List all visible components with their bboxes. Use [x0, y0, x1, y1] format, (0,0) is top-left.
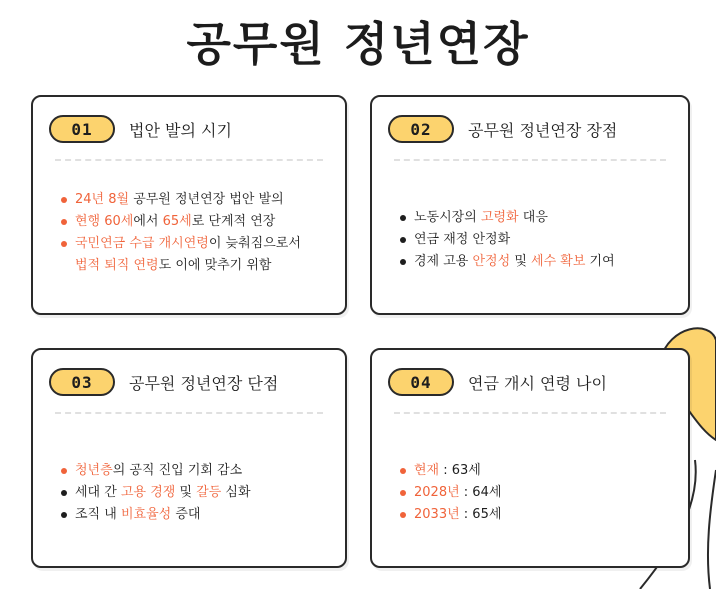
item-text: 의 공직 진입 기회 감소	[112, 463, 243, 478]
list-item	[59, 233, 335, 255]
highlight-text: 현재	[414, 463, 440, 478]
highlight-text: 청년층	[75, 463, 113, 478]
divider	[394, 412, 666, 414]
card-header	[49, 367, 333, 397]
list-item	[59, 482, 335, 504]
highlight-text: 국민연금 수급 개시연령	[75, 236, 209, 251]
item-text: 경제 고용	[414, 254, 473, 269]
highlight-text: 안정성	[472, 254, 511, 269]
item-text: 증대	[171, 507, 201, 522]
highlight-text: 65세	[162, 214, 192, 229]
item-text: : 65세	[459, 507, 502, 522]
divider	[55, 159, 323, 161]
highlight-text: 2033년	[414, 507, 460, 522]
item-text: 기여	[585, 254, 615, 269]
highlight-text: 현행 60세	[75, 214, 134, 229]
list-item	[398, 207, 678, 229]
list-item	[59, 255, 335, 277]
highlight-text: 갈등	[196, 485, 222, 500]
card-bill-timing	[31, 95, 347, 315]
card-number-badge: 02	[388, 115, 454, 143]
item-text: : 64세	[459, 485, 502, 500]
card-title: 공무원 정년연장 단점	[129, 373, 279, 393]
card-number-badge: 01	[49, 115, 115, 143]
item-text: 세대 간	[75, 485, 121, 500]
item-text: 에서	[133, 214, 163, 229]
card-number-badge: 03	[49, 368, 115, 396]
list-item	[398, 504, 678, 526]
item-text: 및	[175, 485, 197, 500]
card-pension-age	[370, 348, 690, 568]
item-text: 대응	[518, 210, 548, 225]
item-text: 및	[510, 254, 532, 269]
card-header	[49, 114, 333, 144]
card-advantages	[370, 95, 690, 315]
list-item	[398, 251, 678, 273]
highlight-text: 세수 확보	[531, 254, 586, 269]
item-text: 노동시장의	[414, 210, 481, 225]
highlight-text: 법적 퇴직 연령	[75, 258, 159, 273]
list-item	[59, 504, 335, 526]
page-title: 공무원 정년연장	[186, 17, 530, 71]
card-title: 법안 발의 시기	[129, 120, 232, 140]
item-text: : 63세	[439, 463, 481, 478]
list-item	[59, 189, 335, 211]
card-list	[398, 460, 678, 526]
card-header	[388, 367, 676, 397]
list-item	[398, 229, 678, 251]
item-text: 이 늦춰짐으로서	[208, 236, 301, 251]
divider	[394, 159, 666, 161]
card-list	[398, 207, 678, 273]
card-disadvantages	[31, 348, 347, 568]
item-text: 로 단계적 연장	[191, 214, 276, 229]
list-item	[398, 460, 678, 482]
card-list	[59, 189, 335, 277]
highlight-text: 고용 경쟁	[120, 485, 176, 500]
list-item	[59, 211, 335, 233]
highlight-text: 2028년	[414, 485, 460, 500]
item-text: 연금 재정 안정화	[414, 232, 511, 247]
card-number-badge: 04	[388, 368, 454, 396]
divider	[55, 412, 323, 414]
list-item	[59, 460, 335, 482]
item-text: 조직 내	[75, 507, 121, 522]
item-text: 심화	[221, 485, 251, 500]
highlight-text: 24년 8월	[75, 192, 130, 207]
card-title: 연금 개시 연령 나이	[468, 373, 607, 393]
item-text: 도 이에 맞추기 위함	[158, 258, 272, 273]
list-item	[398, 482, 678, 504]
card-header	[388, 114, 676, 144]
highlight-text: 비효율성	[120, 507, 172, 522]
card-list	[59, 460, 335, 526]
item-text: 공무원 정년연장 법안 발의	[129, 192, 284, 207]
card-title: 공무원 정년연장 장점	[468, 120, 618, 140]
highlight-text: 고령화	[480, 210, 519, 225]
